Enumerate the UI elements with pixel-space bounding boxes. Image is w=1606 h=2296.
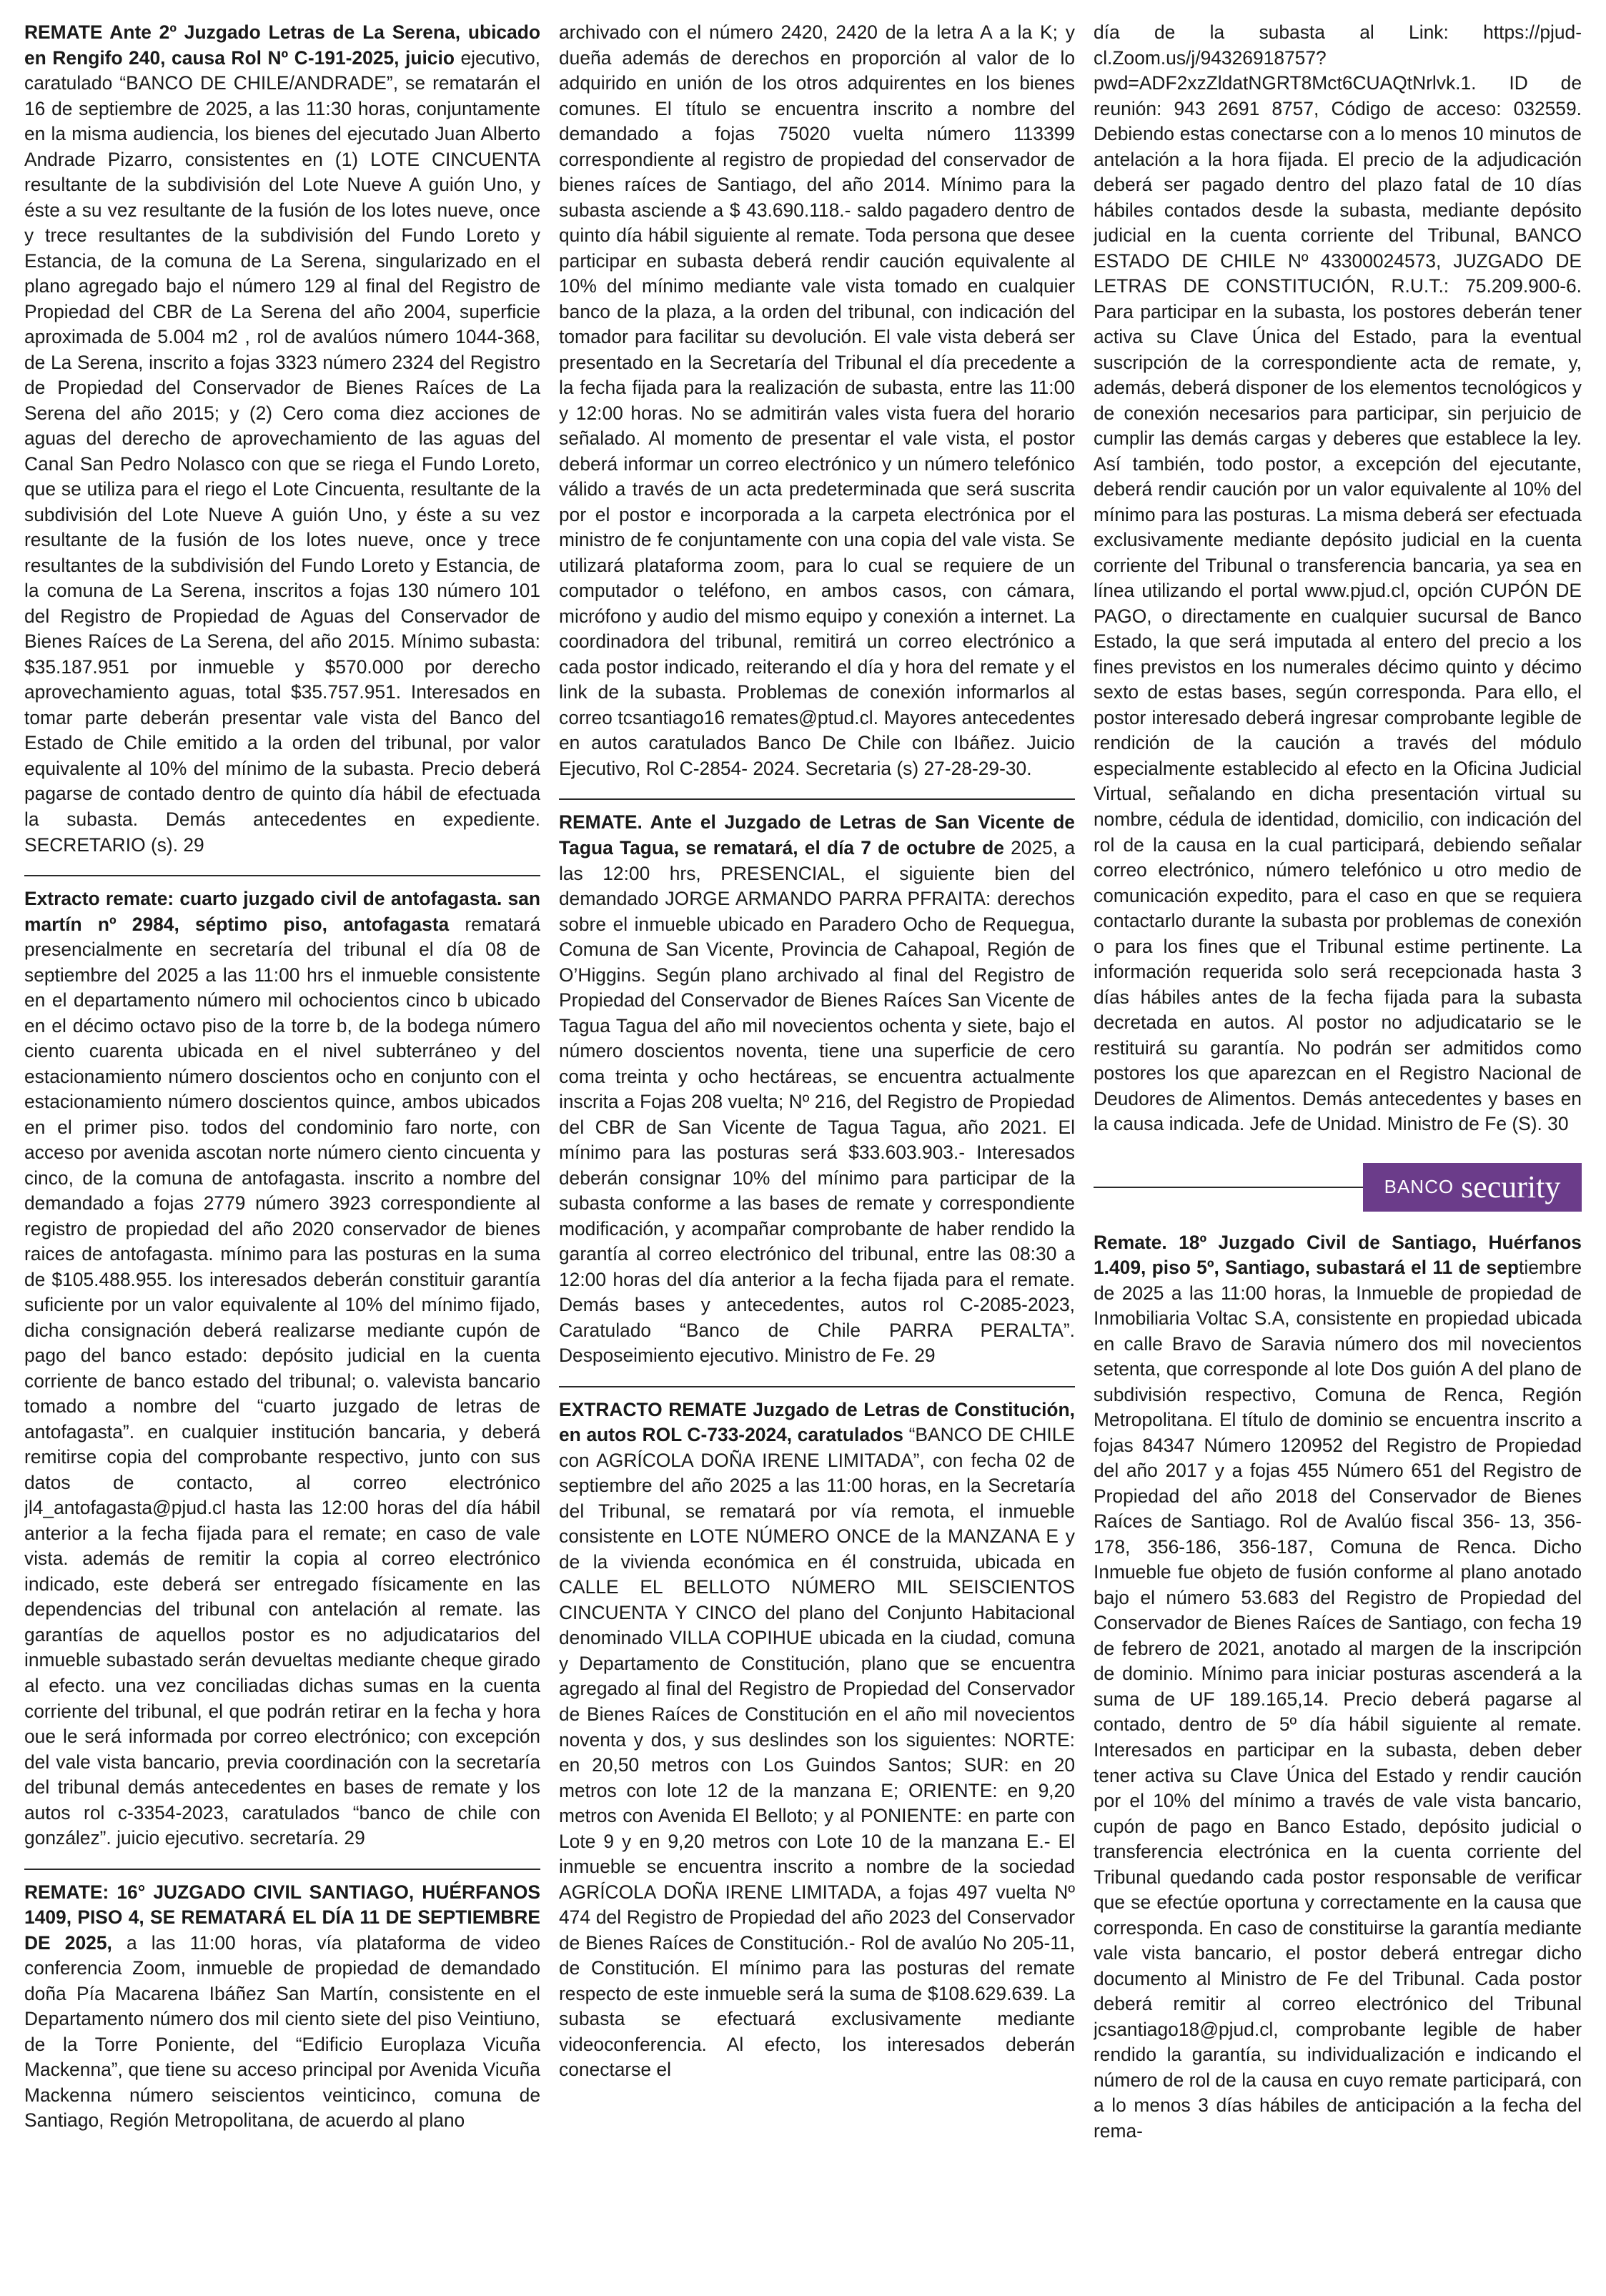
column-3 bbox=[1094, 20, 1582, 2293]
column-2 bbox=[559, 20, 1075, 2293]
logo-word-banco: BANCO bbox=[1384, 1176, 1454, 1198]
advertiser-block bbox=[1094, 1163, 1582, 1212]
banco-security-logo bbox=[1363, 1163, 1582, 1212]
notice-remate-la-serena bbox=[24, 20, 540, 868]
notice-body: “BANCO DE CHILE con AGRÍCOLA DOÑA IRENE LIMITADA”, con fecha 02 de septiembre del año 2025 a las 11:00 horas, en la Secretaría del Tribunal, se rematará por vía remota, el inmueble consistente en LOTE NÚMERO ONCE de la MANZANA E y de la vivienda económica en él construida, ubicada en CALLE EL BELLOTO NÚMERO MIL SEISCIENTOS CINCUENTA Y CINCO del plano del Conjunto Habitacional denominado VILLA COPIHUE ubicada en la ciudad, comuna y Departamento de Constitución, plano que se encuentra agregado al final del Registro de Propiedad del Conservador de Bienes Raíces de Constitución en el año mil novecientos noventa y dos, y sus deslindes son los siguientes: NORTE: en 20,50 metros con Los Guindos Santos; SUR: en 20 metros con lote 12 de la manzana E; ORIENTE: en 9,20 metros con Avenida El Belloto; y al PONIENTE: en parte con Lote 9 y en 9,20 metros con Lote 10 de la manzana E.- El inmueble se encuentra inscrito a nombre de la sociedad AGRÍCOLA DOÑA IRENE LIMITADA, a fojas 497 vuelta Nº 474 del Registro de Propiedad del año 2023 del Conservador de Bienes Raíces de Constitución.- Rol de avalúo No 205-11, de Constitución. El mínimo para las posturas del remate respecto de este inmueble será la suma de $108.629.639. La subasta se efectuará exclusivamente mediante videoconferencia. Al efecto, los interesados deberán conectarse el bbox=[559, 1424, 1075, 2081]
separator bbox=[24, 875, 540, 876]
notice-body: día de la subasta al Link: https://pjud-cl.Zoom.us/j/94326918757?pwd=ADF2xzZldatNGRT8Mct6CUAQtNrlvk.1. ID de reunión: 943 2691 8757, Código de acceso: 032559. Debiendo estas conectarse con a lo menos 10 minutos de antelación a la hora fijada. El precio de la adjudicación deberá ser pagado dentro del plazo fatal de 10 días hábiles contados desde la subasta, mediante depósito judicial en la cuenta corriente del Tribunal, BANCO ESTADO DE CHILE Nº 43300024573, JUZGADO DE LETRAS DE CONSTITUCIÓN, R.U.T.: 75.209.900-6. Para participar en la subasta, los postores deberán tener activa su Clave Única del Estado, para la eventual suscripción de la correspondiente acta de remate, y, además, deberá disponer de los elementos tecnológicos y de conexión necesarios para participar, sin perjuicio de cumplir las demás cargas y deberes que establece la ley. Así también, todo postor, a excepción del ejecutante, deberá rendir caución por un valor equivalente al 10% del mínimo para las posturas. La misma deberá ser efectuada exclusivamente mediante depósito judicial en la cuenta corriente del Tribunal o transferencia bancaria, ya sea en línea utilizando el portal www.pjud.cl, opción CUPÓN DE PAGO, o directamente en cualquier sucursal de Banco Estado, la que será imputada al entero del precio a los fines previstos en los numerales décimo quinto y décimo sexto de estas bases, según corresponda. Para ello, el postor interesado deberá ingresar comprobante legible de rendición de la caución a través del módulo especialmente establecido al efecto en la Oficina Judicial Virtual, señalando en dicha presentación virtual su nombre, cédula de identidad, domicilio, con indicación del rol de la causa en la cual participará, debiendo señalar correo electrónico, número telefónico u otro medio de comunicación expedito, para el caso en que se requiera contactarlo durante la subasta por problemas de conexión o para los fines que el Tribunal estime pertinente. La información requerida solo será recepcionada hasta 3 días hábiles antes de la fecha fijada para la subasta decretada en autos. Al postor no adjudicatario se le restituirá su garantía. No podrán ser admitidos como postores los que aparezcan en el Registro Nacional de Deudores de Alimentos. Demás antecedentes y bases en la causa indicada. Jefe de Unidad. Ministro de Fe (S). 30 bbox=[1094, 21, 1582, 1135]
separator bbox=[24, 1869, 540, 1870]
columns bbox=[24, 20, 1582, 2293]
notice-heading: Remate. 18º Juzgado Civil de Santiago, Huérfanos 1.409, piso 5º, Santiago, subastará el 11 de sep bbox=[1094, 1231, 1582, 1279]
notice-remate-18-juzgado-santiago bbox=[1094, 1230, 1582, 2154]
notice-body: a las 11:00 horas, vía plataforma de video conferencia Zoom, inmueble de propiedad de demandado doña Pía Macarena Ibáñez San Martín, consistente en el Departamento número dos mil ciento siete del piso Veintiuno, de la Torre Poniente, del “Edificio Europlaza Vicuña Mackenna”, que tiene su acceso principal por Avenida Vicuña Mackenna número seiscientos veinticinco, comuna de Santiago, Región Metropolitana, de acuerdo al plano bbox=[24, 1931, 540, 2132]
notice-heading: REMATE: 16° JUZGADO CIVIL SANTIAGO, HUÉRFANOS 1409, PISO 4, SE REMATARÁ EL DÍA 11 DE SEPTIEMBRE DE 2025, bbox=[24, 1881, 540, 1954]
notice-heading: REMATE. Ante el Juzgado de Letras de San Vicente de Tagua Tagua, se rematará, el día 7 de octubre de bbox=[559, 811, 1075, 858]
logo-word-security: security bbox=[1461, 1169, 1561, 1205]
notice-body: archivado con el número 2420, 2420 de la letra A a la K; y dueña además de derechos en proporción al valor de lo adquirido en unión de los otros adquirentes en los bienes comunes. El título se encuentra inscrito a nombre del demandado a fojas 75020 vuelta número 113399 correspondiente al registro de propiedad del conservador de bienes raíces de Santiago, del año 2014. Mínimo para la subasta asciende a $ 43.690.118.- saldo pagadero dentro de quinto día hábil siguiente al remate. Toda persona que desee participar en subasta deberá rendir caución equivalente al 10% del mínimo mediante vale vista tomado en cualquier banco de la plaza, a la orden del tribunal, con indicación del tomador para facilitar su devolución. El vale vista deberá ser presentado en la Secretaría del Tribunal el día precedente a la fecha fijada para la realización de subasta, entre las 11:00 y 12:00 horas. No se admitirán vales vista fuera del horario señalado. Al momento de presentar el vale vista, el postor deberá informar un correo electrónico y un número telefónico válido a través de un acta predeterminada que será suscrita por el postor e incorporada a la carpeta electrónica por el ministro de fe conjuntamente con una copia del vale vista. Se utilizará plataforma zoom, para lo cual se requiere de un computador o teléfono, en ambos casos, con cámara, micrófono y audio del mismo equipo y conexión a internet. La coordinadora del tribunal, remitirá un correo electrónico a cada postor indicado, reiterando el día y hora del remate y el link de la subasta. Problemas de conexión informarlos al correo tcsantiago16 remates@ptud.cl. Mayores antecedentes en autos caratulados Banco De Chile con Ibáñez. Juicio Ejecutivo, Rol C-2854- 2024. Secretaria (s) 27-28-29-30. bbox=[559, 21, 1075, 779]
separator bbox=[1094, 1187, 1363, 1188]
notice-continuation-constitucion bbox=[1094, 20, 1582, 1147]
notice-body: ejecutivo, caratulado “BANCO DE CHILE/ANDRADE”, se rematarán el 16 de septiembre de 2025, a las 11:30 horas, conjuntamente en la misma audiencia, los bienes del ejecutado Juan Alberto Andrade Pizarro, consistentes en (1) LOTE CINCUENTA resultante de la subdivisión del Lote Nueve A guión Uno, y éste a su vez resultante de la fusión de los lotes nueve, once y trece resultantes de la subdivisión del Fundo Loreto y Estancia, de la comuna de La Serena, singularizado en el plano agregado bajo el número 129 al final del Registro de Propiedad del CBR de La Serena del año 2004, superficie aproximada de 5.004 m2 , rol de avalúos número 1044-368, de La Serena, inscrito a fojas 3323 número 2324 del Registro de Propiedad del Conservador de Bienes Raíces de La Serena del año 2015; y (2) Cero coma diez acciones de aguas del derecho de aprovechamiento de las aguas del Canal San Pedro Nolasco con que se riega el Fundo Loreto, que se utiliza para el riego el Lote Cincuenta, resultante de la subdivisión del Lote Nueve A guión Uno, y éste a su vez resultante de la fusión de los lotes nueve, once y trece resultantes de la subdivisión del Fundo Loreto y Estancia, de la comuna de La Serena, inscritos a fojas 130 número 101 del Registro de Propiedad de Aguas del Conservador de Bienes Raíces de La Serena, del año 2015. Mínimo subasta: $35.187.951 por inmueble y $570.000 por derecho aprovechamiento aguas, total $35.757.951. Interesados en tomar parte deberán presentar vale vista del Banco del Estado de Chile emitido a la orden del tribunal, por valor equivalente al 10% del mínimo de la subasta. Precio deberá pagarse de contado dentro de quinto día hábil de efectuada la subasta. Demás antecedentes en expediente. SECRETARIO (s). 29 bbox=[24, 46, 540, 856]
logo-line bbox=[1094, 1163, 1582, 1212]
separator bbox=[559, 1386, 1075, 1387]
notice-body: tiembre de 2025 a las 11:00 horas, la Inmueble de propiedad de Inmobiliaria Voltac S.A, consistente en propiedad ubicada en calle Bravo de Saravia número dos mil novecientos setenta, que corresponde al lote Dos guión A del plano de subdivisión respectivo, Comuna de Renca, Región Metropolitana. El título de dominio se encuentra inscrito a fojas 84347 Número 120952 del Registro de Propiedad del año 2017 y a fojas 455 Número 651 del Registro de Propiedad del año 2018 del Conservador de Bienes Raíces de Santiago. Rol de Avalúo fiscal 356- 13, 356-178, 356-186, 356-187, Comuna de Renca. Dicho Inmueble fue objeto de fusión conforme al plano anotado bajo el número 53.683 del Registro de Propiedad del Conservador de Bienes Raíces de Santiago, con fecha 19 de febrero de 2021, anotado al margen de la inscripción de dominio. Mínimo para iniciar posturas ascenderá a la suma de UF 189.165,14. Precio deberá pagarse al contado, dentro de 5º día hábil siguiente al remate. Interesados en participar en la subasta, deben deber tener activa su Clave Única del Estado y rendir caución por el 10% del mínimo a través de vale vista bancario, cupón de pago en Banco Estado, depósito judicial o transferencia electrónica en la cuenta corriente del Tribunal quedando cada postor responsable de verificar que se efectúe oportuna y correctamente en la causa que corresponda. En caso de constituirse la garantía mediante vale vista bancario, el postor deberá entregar dicho documento al Ministro de Fe del Tribunal. Cada postor deberá remitir al correo electrónico del Tribunal jcsantiago18@pjud.cl, comprobante legible de haber rendido la garantía, su individualización e indicando el número de rol de la causa en cuyo remate participará, con a lo menos 3 días hábiles de anticipación a la fecha del rema- bbox=[1094, 1257, 1582, 2142]
notice-body: 2025, a las 12:00 hrs, PRESENCIAL, el siguiente bien del demandado JORGE ARMANDO PARRA PFRAITA: derechos sobre el inmueble ubicado en Paradero Ocho de Requegua, Comuna de San Vicente, Provincia de Cahapoal, Región de O’Higgins. Según plano archivado al final del Registro de Propiedad del Conservador de Bienes Raíces San Vicente de Tagua Tagua del año mil novecientos ochenta y siete, bajo el número doscientos noventa, tiene una superficie de cero coma treinta y ocho hectáreas, se encuentra actualmente inscrita a Fojas 208 vuelta; Nº 216, del Registro de Propiedad del CBR de San Vicente de Tagua Tagua, año 2021. El mínimo para las posturas será $33.603.903.- Interesados deberán consignar 10% del mínimo para participar de la subasta conforme a las bases de remate y correspondiente modificación, y acompañar comprobante de haber rendido la garantía al correo electrónico del tribunal, entre las 08:30 a 12:00 horas del día anterior a la fecha fijada para el remate. Demás bases y antecedentes, autos rol C-2085-2023, Caratulado “Banco de Chile PARRA PERALTA”. Desposeimiento ejecutivo. Ministro de Fe. 29 bbox=[559, 836, 1075, 1367]
notice-remate-constitucion bbox=[559, 1397, 1075, 2093]
notice-heading: EXTRACTO REMATE Juzgado de Letras de Constitución, en autos ROL C-733-2024, caratulados bbox=[559, 1398, 1075, 1446]
notice-heading: Extracto remate: cuarto juzgado civil de antofagasta. san martín nº 2984, séptimo piso, antofagasta bbox=[24, 888, 540, 935]
separator bbox=[559, 798, 1075, 800]
notice-remate-16-juzgado-santiago bbox=[24, 1880, 540, 2144]
notice-remate-san-vicente bbox=[559, 810, 1075, 1378]
notice-heading: REMATE Ante 2º Juzgado Letras de La Serena, ubicado en Rengifo 240, causa Rol Nº C-191-2025, juicio bbox=[24, 21, 540, 69]
notice-body: rematará presencialmente en secretaría del tribunal el día 08 de septiembre del 2025 a las 11:00 hrs el inmueble consistente en el departamento número mil ochocientos cinco b ubicado en el décimo octavo piso de la torre b, de la bodega número ciento cuarenta ubicada en el nivel subterráneo y del estacionamiento número doscientos ocho en conjunto con el estacionamiento número doscientos quince, ambos ubicados en el primer piso. todos del condominio faro norte, con acceso por avenida ascotan norte número ciento cincuenta y cinco, de la comuna de antofagasta. inscrito a nombre del demandado a fojas 2779 número 3923 correspondiente al registro de propiedad del año 2020 conservador de bienes raices de antofagasta. mínimo para las posturas en la suma de $105.488.955. los interesados deberán constituir garantía suficiente por un valor equivalente al 10% del mínimo fijado, dicha consignación deberá realizarse mediante cupón de pago del banco estado: depósito judicial en la cuenta corriente de banco estado del tribunal; o. valevista bancario tomado a nombre del “cuarto juzgado de letras de antofagasta”. en cualquier institución bancaria, y deberá remitirse copia del comprobante respectivo, junto con sus datos de contacto, al correo electrónico jl4_antofagasta@pjud.cl hasta las 12:00 horas del día hábil anterior a la fecha fijada para el remate; en caso de vale vista. además de remitir la copia al correo electrónico indicado, este deberá ser entregado físicamente en las dependencias del tribunal con antelación al remate. las garantías de aquellos postor es no adjudicatarios del inmueble subastado serán devueltas mediante cheque girado al efecto. una vez conciliadas dichas sumas en la cuenta corriente del tribunal, el que podrán retirar en la fecha y hora oue le será informada por correo electrónico; con excepción del vale vista bancario, previa coordinación con la secretaría del tribunal demás antecedentes en bases de remate y los autos rol c-3354-2023, caratulados “banco de chile con gonzález”. juicio ejecutivo. secretaría. 29 bbox=[24, 913, 540, 1849]
notice-remate-antofagasta bbox=[24, 886, 540, 1861]
column-1 bbox=[24, 20, 540, 2293]
notice-continuation-santiago bbox=[559, 20, 1075, 791]
